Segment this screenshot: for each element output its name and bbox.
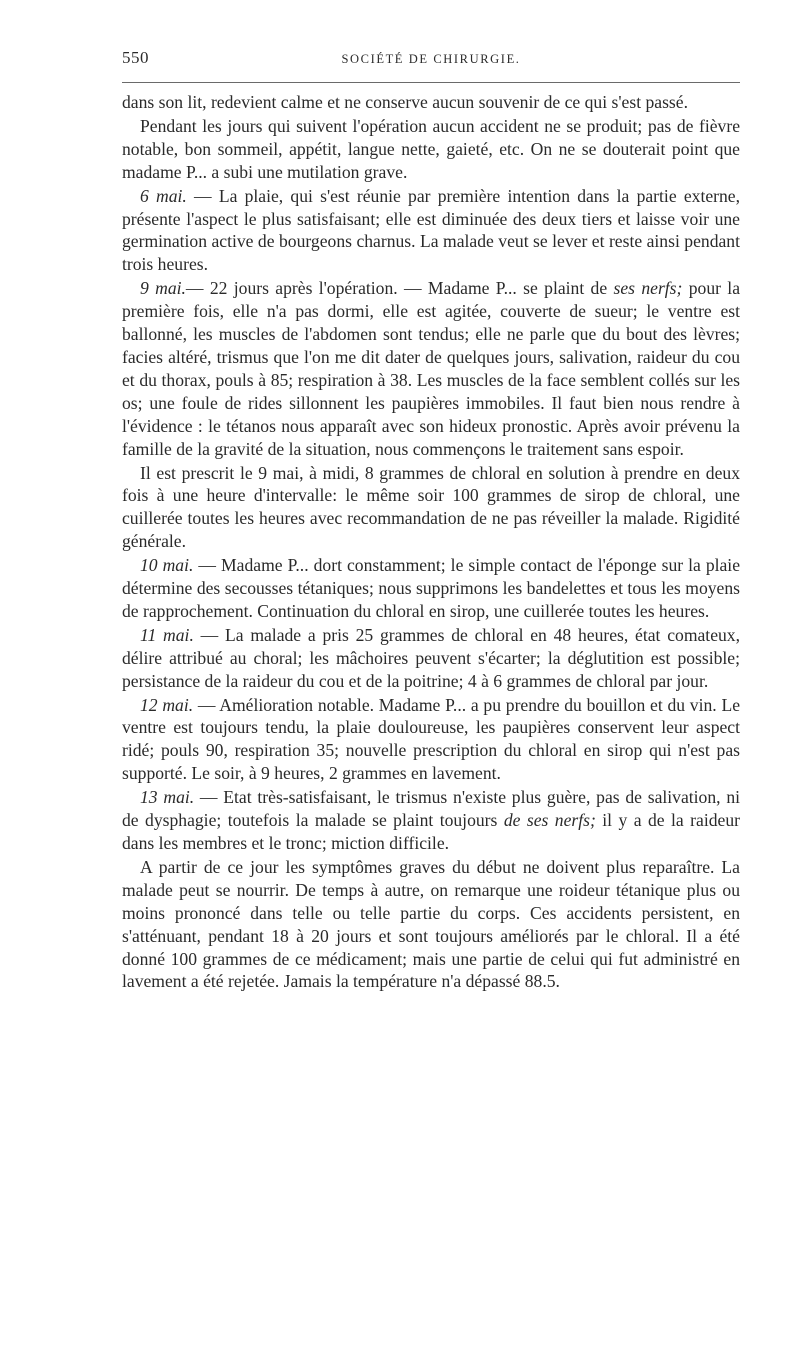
emphasis-text: de ses nerfs;: [503, 810, 596, 831]
date-label: 11 mai.: [140, 624, 194, 645]
paragraph-13-mai: [122, 786, 740, 855]
paragraph-summary: [122, 856, 740, 993]
paragraph-text: pour la première fois, elle n'a pas dormi, elle est agitée, couverte de sueur; le ventre est ballonné, les muscles de l'abdomen sont tendus; elle ne parle que du bout des lèvres; facies altéré, trismus que l'on me dit dater de quelques jours, salivation, raideur du cou et du thorax, pouls à 85; respiration à 38. Les muscles de la face semblent collés sur les os; une foule de rides sillonnent les paupières immobiles. Il faut bien nous rendre à l'évidence : le tétanos nous apparaît avec son hideux pronostic. Après avoir prévenu la famille de la gravité de la situation, nous commençons le traitement sans espoir.: [122, 278, 741, 459]
paragraph-text: dans son lit, redevient calme et ne conserve aucun souvenir de ce qui s'est passé.: [122, 92, 688, 112]
paragraph-postop: [122, 115, 740, 184]
date-label: 9 mai.: [140, 278, 186, 299]
paragraph-10-mai: [122, 554, 740, 623]
paragraph-text: — La plaie, qui s'est réunie par première intention dans la partie externe, présente l'aspect le plus satisfaisant; elle est diminuée des deux tiers et laisse voir une germination active de bourgeons charnus. La malade veut se lever et reste ainsi pendant trois heures.: [122, 185, 740, 275]
paragraph-prescription: [122, 462, 740, 554]
paragraph-continuation: [122, 91, 740, 114]
paragraph-9-mai: [122, 277, 740, 460]
running-title: SOCIÉTÉ DE CHIRURGIE.: [341, 52, 521, 66]
paragraph-text: il y a de la raideur dans les membres et le tronc; miction difficile.: [122, 810, 740, 853]
paragraph-text: — Etat très-satisfaisant, le trismus n'existe plus guère, pas de salivation, ni de dysphagie; toutefois la malade se plaint toujours: [122, 787, 741, 831]
body-text: [122, 91, 740, 993]
paragraph-6-mai: [122, 185, 740, 277]
date-label: 13 mai.: [140, 787, 195, 808]
date-label: 6 mai.: [140, 185, 187, 206]
document-page: [122, 48, 740, 993]
paragraph-text: — La malade a pris 25 grammes de chloral en 48 heures, état comateux, délire attribué au choral; les mâchoires peuvent s'écarter; la déglutition est possible; persistance de la raideur du cou et de la poitrine; 4 à 6 grammes de chloral par jour.: [122, 624, 740, 691]
paragraph-text: A partir de ce jour les symptômes graves du début ne doivent plus reparaître. La malade peut se nourrir. De temps à autre, on remarque une roideur tétanique plus ou moins prononcé dans telle ou telle partie du corps. Ces accidents persistent, en s'atténuant, pendant 18 à 20 jours et sont toujours améliorés par le chloral. Il a été donné 100 grammes de ce médicament; mais une partie de celui qui fut administré en lavement a été rejetée. Jamais la température n'a dépassé 88.5.: [122, 856, 740, 992]
paragraph-text: Il est prescrit le 9 mai, à midi, 8 grammes de chloral en solution à prendre en deux fois à une heure d'intervalle: le même soir 100 grammes de sirop de chloral, une cuillerée toutes les heures avec recommandation de ne pas réveiller la malade. Rigidité générale.: [122, 462, 740, 552]
paragraph-text: — 22 jours après l'opération. — Madame P... se plaint de: [185, 278, 614, 299]
paragraph-text: Pendant les jours qui suivent l'opération aucun accident ne se produit; pas de fièvre notable, bon sommeil, appétit, langue nette, gaieté, etc. On ne se douterait point que madame P... a subi une mutilation grave.: [122, 115, 740, 182]
paragraph-11-mai: [122, 624, 740, 693]
date-label: 12 mai.: [140, 694, 194, 715]
page-number: 550: [122, 48, 149, 67]
paragraph-12-mai: [122, 694, 740, 786]
running-head: [122, 48, 740, 83]
date-label: 10 mai.: [140, 555, 194, 576]
emphasis-text: ses nerfs;: [613, 278, 683, 299]
paragraph-text: — Madame P... dort constamment; le simple contact de l'éponge sur la plaie détermine des secousses tétaniques; nous supprimons les bandelettes et tous les moyens de rapprochement. Continuation du chloral en sirop, une cuillerée toutes les heures.: [122, 555, 741, 621]
paragraph-text: — Amélioration notable. Madame P... a pu prendre du bouillon et du vin. Le ventre est toujours tendu, la plaie douloureuse, les paupières conservent leur aspect ridé; pouls 90, respiration 35; nouvelle prescription du chloral en sirop qui n'est pas supporté. Le soir, à 9 heures, 2 grammes en lavement.: [122, 694, 741, 784]
